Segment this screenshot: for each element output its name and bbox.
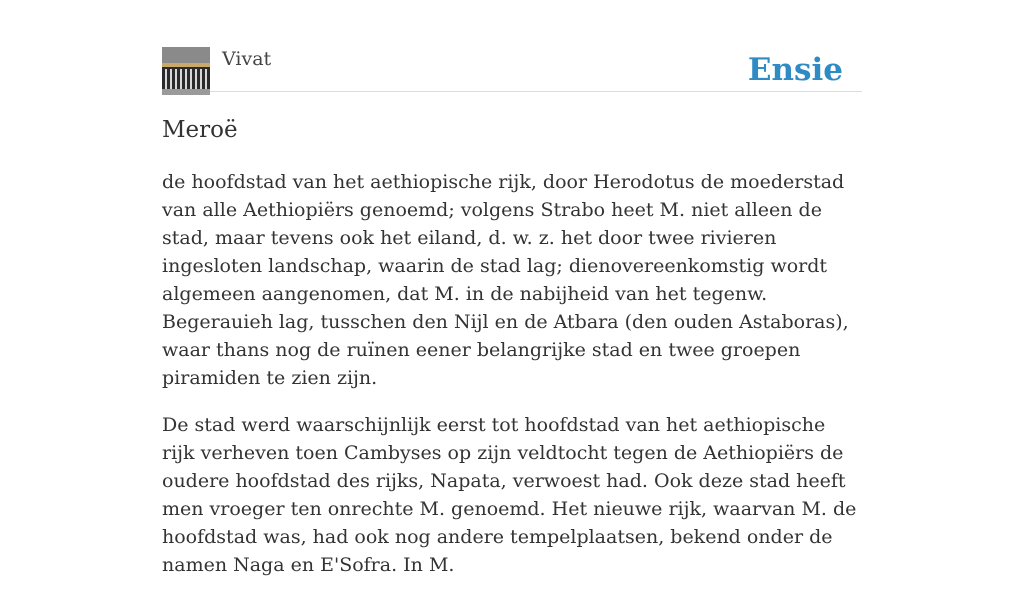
avatar-image-icon [162,47,210,95]
author-name[interactable]: Vivat [222,48,272,70]
entry-paragraph: De stad werd waarschijnlijk eerst tot hoofdstad van het aethiopische rijk verheven toen Cambyses op zijn veldtocht tegen de Aethiopiërs de oudere hoofdstad des rijks, Napata, verwoest had. Ook deze stad heeft men vroeger ten onrechte M. genoemd. Het nieuwe rijk, waarvan M. de hoofdstad was, had ook nog andere tempelplaatsen, bekend onder de namen Naga en E'Sofra. In M. [162,414,857,576]
avatar[interactable] [162,47,210,95]
brand-logo[interactable]: Ensie [747,52,843,88]
entry-title: Meroë [162,117,238,143]
entry-paragraph: de hoofdstad van het aethiopische rijk, door Herodotus de moederstad van alle Aethiopiërs genoemd; volgens Strabo heet M. niet alleen de stad, maar tevens ook het eiland, d. w. z. het door twee rivieren ingesloten landschap, waarin de stad lag; dienovereenkomstig wordt algemeen aangenomen, dat M. in de nabijheid van het tegenw. Begerauieh lag, tusschen den Nijl en de Atbara (den ouden Astaboras), waar thans nog de ruïnen eener belangrijke stad en twee groepen piramiden te zien zijn. [162,171,849,389]
page-header [162,47,862,92]
entry-content [162,168,862,598]
